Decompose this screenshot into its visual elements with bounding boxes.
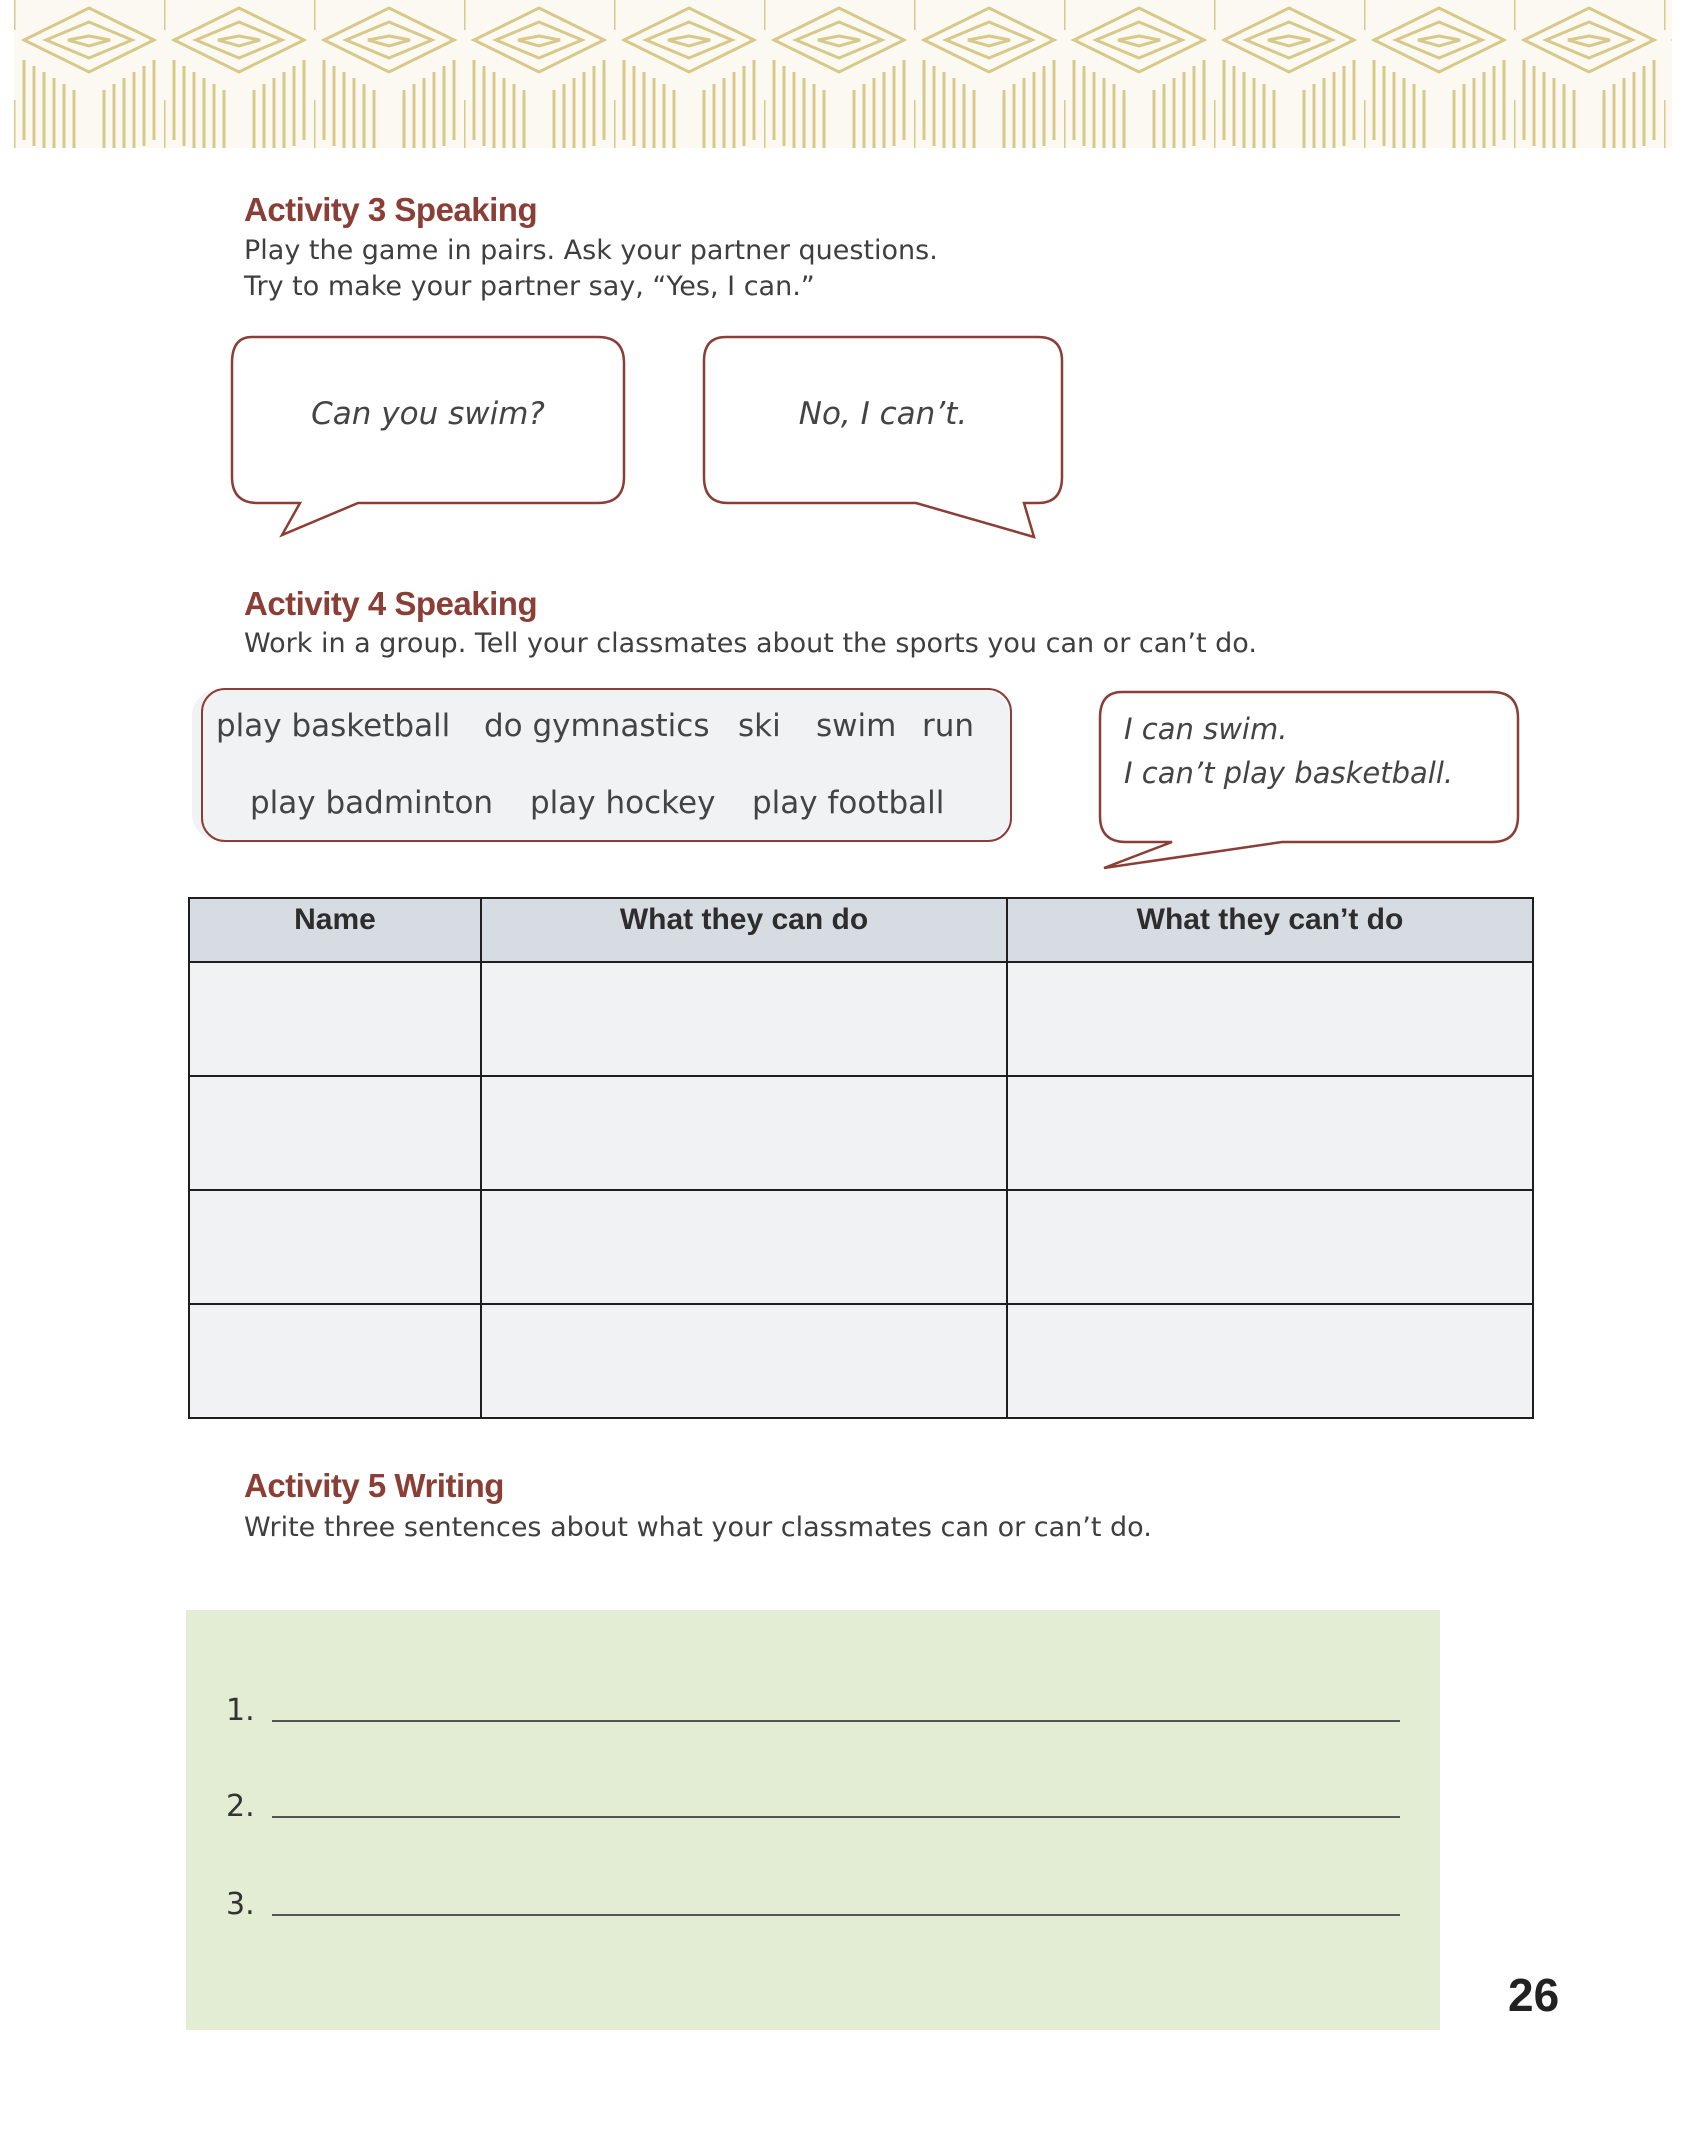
writing-rule (272, 1720, 1400, 1722)
writing-line-1[interactable] (226, 1682, 1400, 1728)
table-row (189, 1076, 1533, 1190)
line-number: 3. (226, 1887, 255, 1922)
decorative-pattern-banner (14, 0, 1672, 148)
word-bank-item: play basketball (216, 708, 451, 744)
word-bank-item: play football (752, 785, 945, 821)
activity4-heading: Activity 4 Speaking (244, 585, 538, 622)
line-number: 2. (226, 1789, 255, 1824)
word-bank-item: play badminton (250, 785, 494, 821)
activity3-instruction-line2: Try to make your partner say, “Yes, I can.” (244, 271, 815, 302)
writing-rule (272, 1914, 1400, 1916)
writing-rule (272, 1816, 1400, 1818)
word-bank-item: do gymnastics (484, 708, 710, 744)
answer-bubble-text: No, I can’t. (798, 396, 968, 432)
writing-line-2[interactable] (226, 1778, 1400, 1824)
cant-do-cell[interactable] (1007, 1190, 1533, 1304)
writing-area (186, 1610, 1440, 2030)
name-cell[interactable] (189, 1076, 481, 1190)
cant-do-cell[interactable] (1007, 1304, 1533, 1418)
table-header-cant-do: What they can’t do (1007, 898, 1533, 962)
word-bank-item: play hockey (530, 785, 716, 821)
example-sentence-2: I can’t play basketball. (1124, 756, 1454, 790)
activity3-heading: Activity 3 Speaking (244, 191, 538, 228)
example-sentence-1: I can swim. (1124, 712, 1288, 746)
table-row (189, 962, 1533, 1076)
word-bank-item: run (922, 708, 975, 744)
can-do-cell[interactable] (481, 962, 1007, 1076)
word-bank-item: swim (816, 708, 897, 744)
activity5-instruction: Write three sentences about what your classmates can or can’t do. (244, 1512, 1152, 1543)
activity5-heading: Activity 5 Writing (244, 1467, 504, 1504)
name-cell[interactable] (189, 1304, 481, 1418)
can-do-cell[interactable] (481, 1076, 1007, 1190)
can-do-cell[interactable] (481, 1304, 1007, 1418)
activity3-instruction-line1: Play the game in pairs. Ask your partner questions. (244, 235, 938, 266)
cant-do-cell[interactable] (1007, 962, 1533, 1076)
page-number: 26 (1508, 1969, 1560, 2021)
answer-speech-bubble (702, 335, 1068, 545)
question-speech-bubble (230, 335, 630, 545)
question-bubble-text: Can you swim? (311, 396, 545, 432)
can-do-cell[interactable] (481, 1190, 1007, 1304)
sports-table (188, 897, 1534, 1419)
name-cell[interactable] (189, 1190, 481, 1304)
table-header-name: Name (189, 898, 481, 962)
cant-do-cell[interactable] (1007, 1076, 1533, 1190)
table-row (189, 1190, 1533, 1304)
line-number: 1. (226, 1693, 255, 1728)
name-cell[interactable] (189, 962, 481, 1076)
writing-line-3[interactable] (226, 1876, 1400, 1922)
activity4-instruction: Work in a group. Tell your classmates about the sports you can or can’t do. (244, 628, 1257, 659)
table-header-can-do: What they can do (481, 898, 1007, 962)
table-row (189, 1304, 1533, 1418)
word-bank-item: ski (738, 708, 781, 744)
